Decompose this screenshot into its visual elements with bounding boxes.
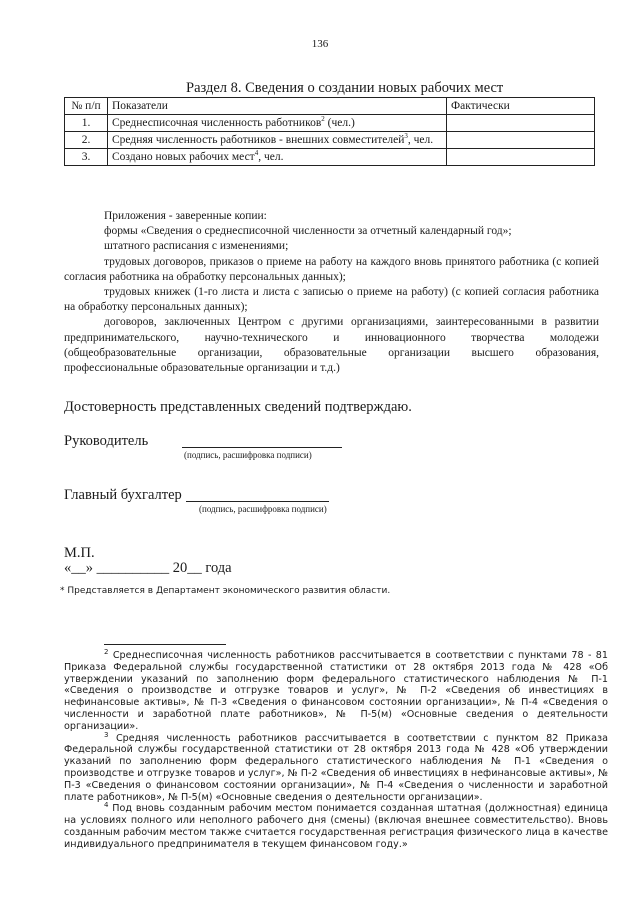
row-num: 2.: [65, 132, 108, 149]
row-value-cell: [447, 132, 595, 149]
header-indicator: Показатели: [108, 98, 447, 115]
row-text: Средняя численность работников - внешних совместителей: [112, 134, 405, 146]
page-number: 136: [311, 38, 329, 50]
accountant-signature-caption: (подпись, расшифровка подписи): [199, 504, 327, 514]
date-year-blank: __: [187, 560, 202, 576]
head-signature-line: [182, 447, 342, 448]
row-indicator: [108, 115, 447, 132]
table-header-row: [65, 98, 595, 115]
head-signature-caption: (подпись, расшифровка подписи): [184, 450, 312, 460]
attachment-item: трудовых книжек (1-го листа и листа с записью о приеме на работу) (с копией согласия работника на обработку персональных данных);: [64, 286, 599, 314]
department-note: * Представляется в Департамент экономического развития области.: [60, 586, 391, 596]
row-value-cell: [447, 149, 595, 166]
date-year-word: года: [205, 560, 232, 576]
footnote: [64, 803, 608, 850]
attachment-item: штатного расписания с изменениями;: [104, 240, 289, 253]
footnotes: [64, 647, 608, 851]
accountant-label: Главный бухгалтер: [64, 487, 182, 503]
row-text: Создано новых рабочих мест: [112, 151, 255, 163]
row-num: 3.: [65, 149, 108, 166]
row-num: 1.: [65, 115, 108, 132]
date-quote-close: »: [85, 560, 93, 576]
stamp-place: М.П.: [64, 545, 95, 561]
confirmation-statement: Достоверность представленных сведений подтверждаю.: [64, 399, 412, 415]
footnote-text: Средняя численность работников рассчитывается в соответствии с пунктом 82 Приказа Федеральной службы государственной статистики от 28 октября 2013 года № 428 «Об утверждении указаний по заполнению форм федерального статистического наблюдения № П-1 «Сведения о производстве и отгрузке товаров и услуг», № П-2 «Сведения об инвестициях в нефинансовые активы», № П-3 «Сведения о финансовом состоянии организации», № П-4 «Сведения о численности и заработной плате работников», № П-5(м) «Основные сведения о деятельности организации».: [64, 732, 608, 803]
row-footnote-ref: 4: [254, 149, 259, 158]
footnote: [64, 647, 608, 733]
row-suffix: (чел.): [324, 117, 355, 129]
row-value-cell: [447, 115, 595, 132]
row-text: Среднесписочная численность работников: [112, 117, 322, 129]
attachment-item: договоров, заключенных Центром с другими организациями, заинтересованными в развитии предпринимательского, научно-технического и инновационного творчества молодежи (общеобразовательные организации, образовательные организации высшего образования, профессиональные образовательные организации и т.д.): [64, 316, 599, 375]
indicators-table: [64, 97, 595, 166]
row-suffix: , чел.: [407, 134, 434, 146]
row-footnote-ref: 2: [321, 115, 325, 124]
date-month-blank: __________: [96, 560, 170, 576]
table-row: [65, 132, 595, 149]
accountant-signature-line: [186, 501, 329, 502]
table-row: [65, 115, 595, 132]
head-label: Руководитель: [64, 433, 149, 449]
attachments-list: [64, 209, 599, 376]
date-day-blank: __: [71, 560, 86, 576]
row-footnote-ref: 3: [404, 132, 408, 141]
footnote: [64, 730, 608, 804]
row-indicator: [108, 132, 447, 149]
row-suffix: , чел.: [258, 151, 284, 163]
header-actual: Фактически: [447, 98, 595, 115]
table-row: [65, 149, 595, 166]
header-num: № п/п: [65, 98, 108, 115]
footnote-separator: [104, 644, 226, 645]
footnote-text: Под вновь созданным рабочим местом понимается созданная штатная (должностная) единица на условиях полного или неполного рабочего дня (смены) (включая внешнее совместительство). Вновь созданным рабочим местом также считается государственная регистрация физического лица в качестве индивидуального предпринимателя в текущем финансовом году.»: [64, 803, 608, 850]
attachments-intro: Приложения - заверенные копии:: [104, 210, 267, 222]
attachment-item: трудовых договоров, приказов о приеме на работу на каждого вновь принятого работника (с копией согласия работника на обработку персональных данных);: [64, 255, 599, 283]
footnote-number: 2: [104, 647, 109, 656]
footnote-text: Среднесписочная численность работников рассчитывается в соответствии с пунктами 78 - 81 Приказа Федеральной службы государственной статистики от 28 октября 2013 года № 428 «Об утверждении указаний по заполнению форм федерального статистического наблюдения № П-1 «Сведения о производстве и отгрузке товаров и услуг», № П-2 «Сведения об инвестициях в нефинансовые активы», № П-3 «Сведения о финансовом состоянии организации», № П-4 «Сведения о численности и заработной плате работников», № П-5(м) «Основные сведения о деятельности организации».: [64, 650, 608, 732]
date-line: [64, 560, 232, 577]
date-year-prefix: 20: [172, 560, 188, 576]
row-indicator: [108, 149, 447, 166]
footnote-number: 4: [104, 801, 109, 810]
footnote-number: 3: [104, 730, 109, 739]
section-title: Раздел 8. Сведения о создании новых рабочих мест: [186, 80, 504, 96]
date-quote-open: «: [64, 560, 72, 576]
attachment-item: формы «Сведения о среднесписочной численности за отчетный календарный год»;: [104, 225, 512, 238]
